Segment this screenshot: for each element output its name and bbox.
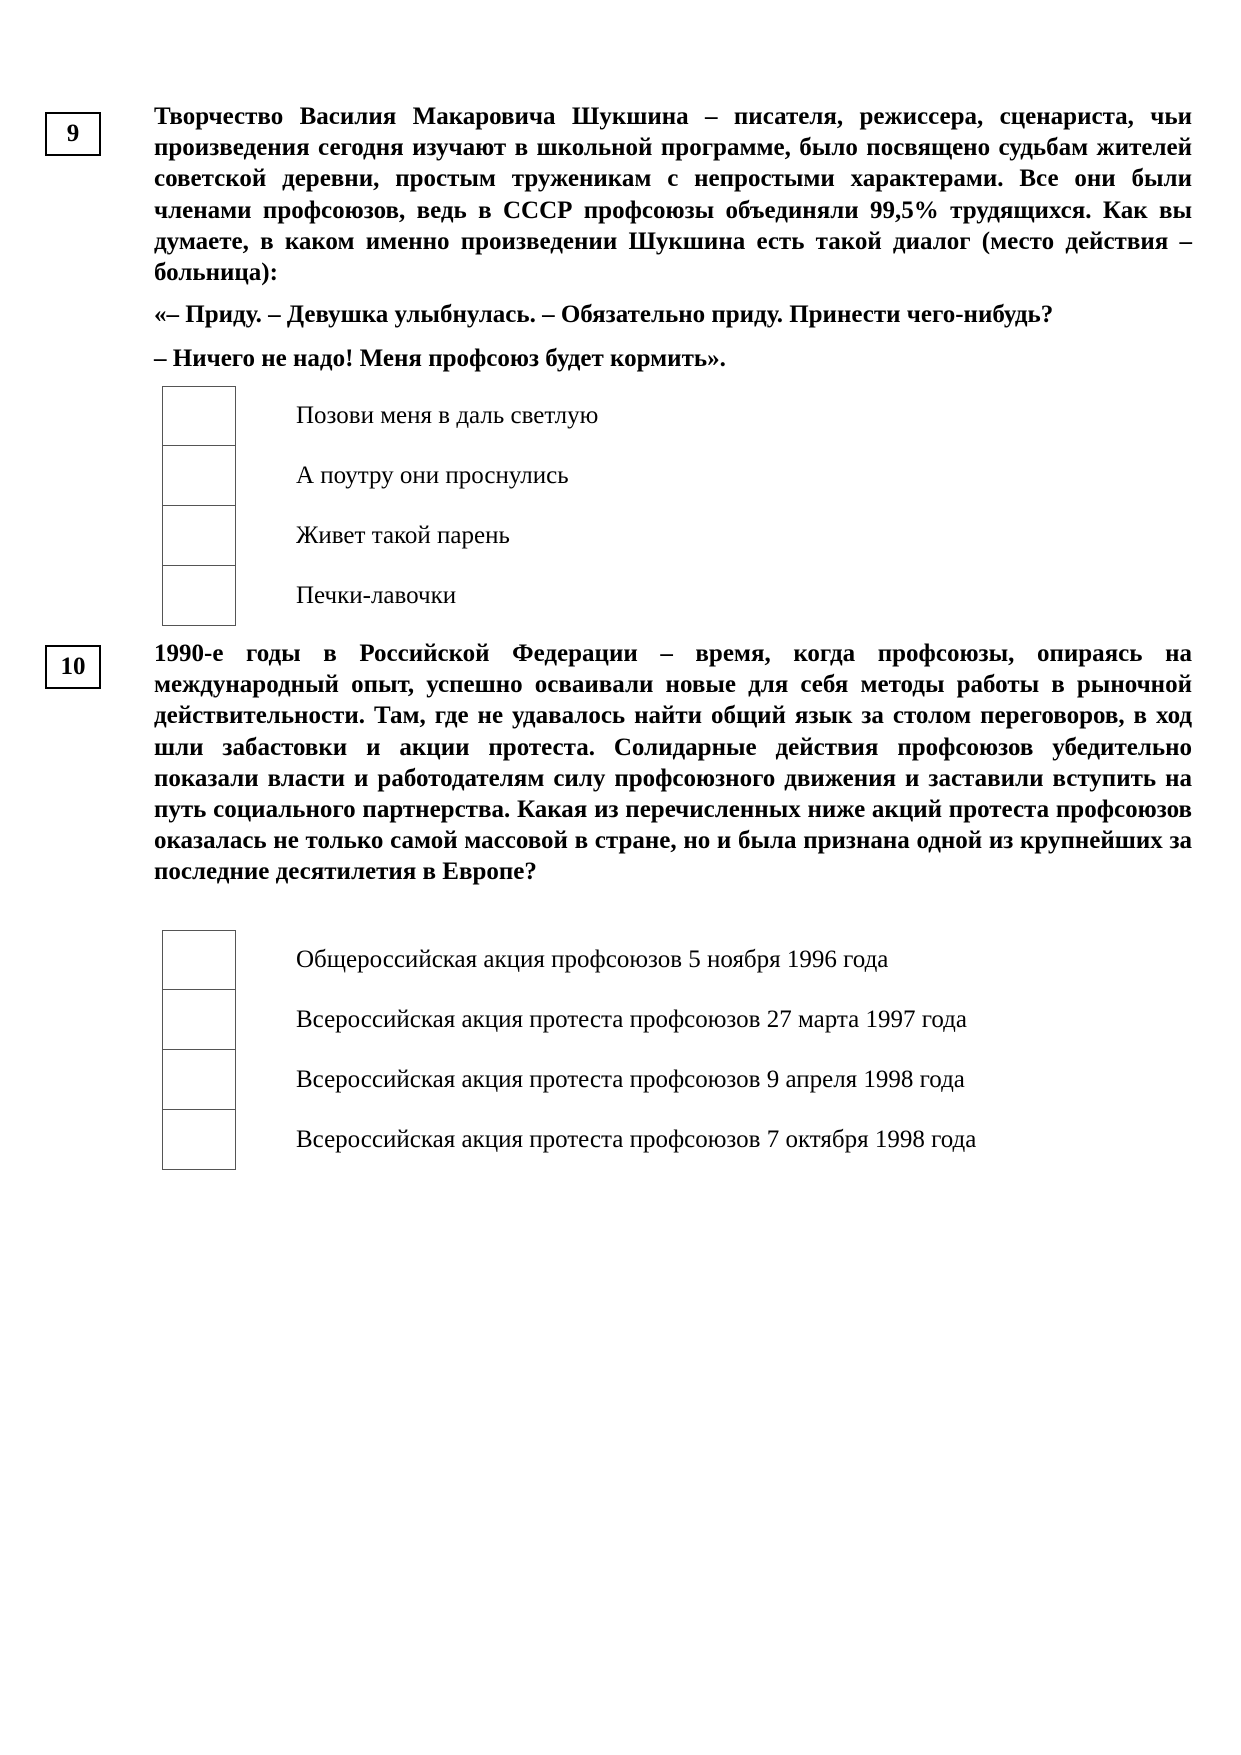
answer-option[interactable] [162, 566, 598, 626]
answer-label: Всероссийская акция протеста профсоюзов 27 марта 1997 года [296, 1006, 967, 1033]
answer-checkbox[interactable] [162, 1049, 236, 1110]
answer-label: Печки-лавочки [296, 582, 457, 609]
task-number: 10 [60, 653, 86, 680]
answer-option[interactable] [162, 930, 976, 990]
answer-option[interactable] [162, 1050, 976, 1110]
answer-checkbox[interactable] [162, 1109, 236, 1170]
task-number-badge [45, 112, 101, 156]
answer-label: Всероссийская акция протеста профсоюзов 7 октября 1998 года [296, 1126, 977, 1153]
answer-options [162, 386, 598, 626]
answer-option[interactable] [162, 1110, 976, 1170]
answer-checkbox[interactable] [162, 505, 236, 566]
answer-options [162, 930, 976, 1170]
answer-option[interactable] [162, 386, 598, 446]
question-text: 1990-е годы в Российской Федерации – время, когда профсоюзы, опираясь на международный опыт, успешно осваивали новые для себя методы работы в рыночной действительности. Там, где не удавалось найти общий язык за столом переговоров, в ход шли забастовки и акции протеста. Солидарные действия профсоюзов убедительно показали власти и работодателям силу профсоюзного движения и заставили вступить на путь социального партнерства. Какая из перечисленных ниже акций протеста профсоюзов оказалась не только самой массовой в стране, но и была признана одной из крупнейших за последние десятилетия в Европе? [154, 640, 1192, 886]
question-text: Творчество Василия Макаровича Шукшина – писателя, режиссера, сценариста, чьи произведения сегодня изучают в школьной программе, было посвящено судьбам жителей советской деревни, простым труженикам с непростыми характерами. Все они были членами профсоюзов, ведь в СССР профсоюзы объединяли 99,5% трудящихся. Как вы думаете, в каком именно произведении Шукшина есть такой диалог (место действия – больница): [154, 103, 1192, 287]
answer-option[interactable] [162, 506, 598, 566]
answer-checkbox[interactable] [162, 989, 236, 1050]
task-number-badge [45, 645, 101, 689]
answer-checkbox[interactable] [162, 445, 236, 506]
answer-label: Всероссийская акция протеста профсоюзов 9 апреля 1998 года [296, 1066, 965, 1093]
dialogue-quote-line-1: «– Приду. – Девушка улыбнулась. – Обязательно приду. Принести чего-нибудь? [154, 301, 1054, 328]
answer-label: Позови меня в даль светлую [296, 402, 599, 429]
dialogue-quote-line-2: – Ничего не надо! Меня профсоюз будет кормить». [154, 345, 726, 372]
answer-option[interactable] [162, 990, 976, 1050]
task-number: 9 [66, 120, 80, 147]
answer-checkbox[interactable] [162, 565, 236, 626]
answer-label: Живет такой парень [296, 522, 510, 549]
answer-label: Общероссийская акция профсоюзов 5 ноября 1996 года [296, 946, 889, 973]
answer-checkbox[interactable] [162, 386, 236, 447]
answer-label: А поутру они проснулись [296, 462, 569, 489]
answer-option[interactable] [162, 446, 598, 506]
answer-checkbox[interactable] [162, 930, 236, 991]
